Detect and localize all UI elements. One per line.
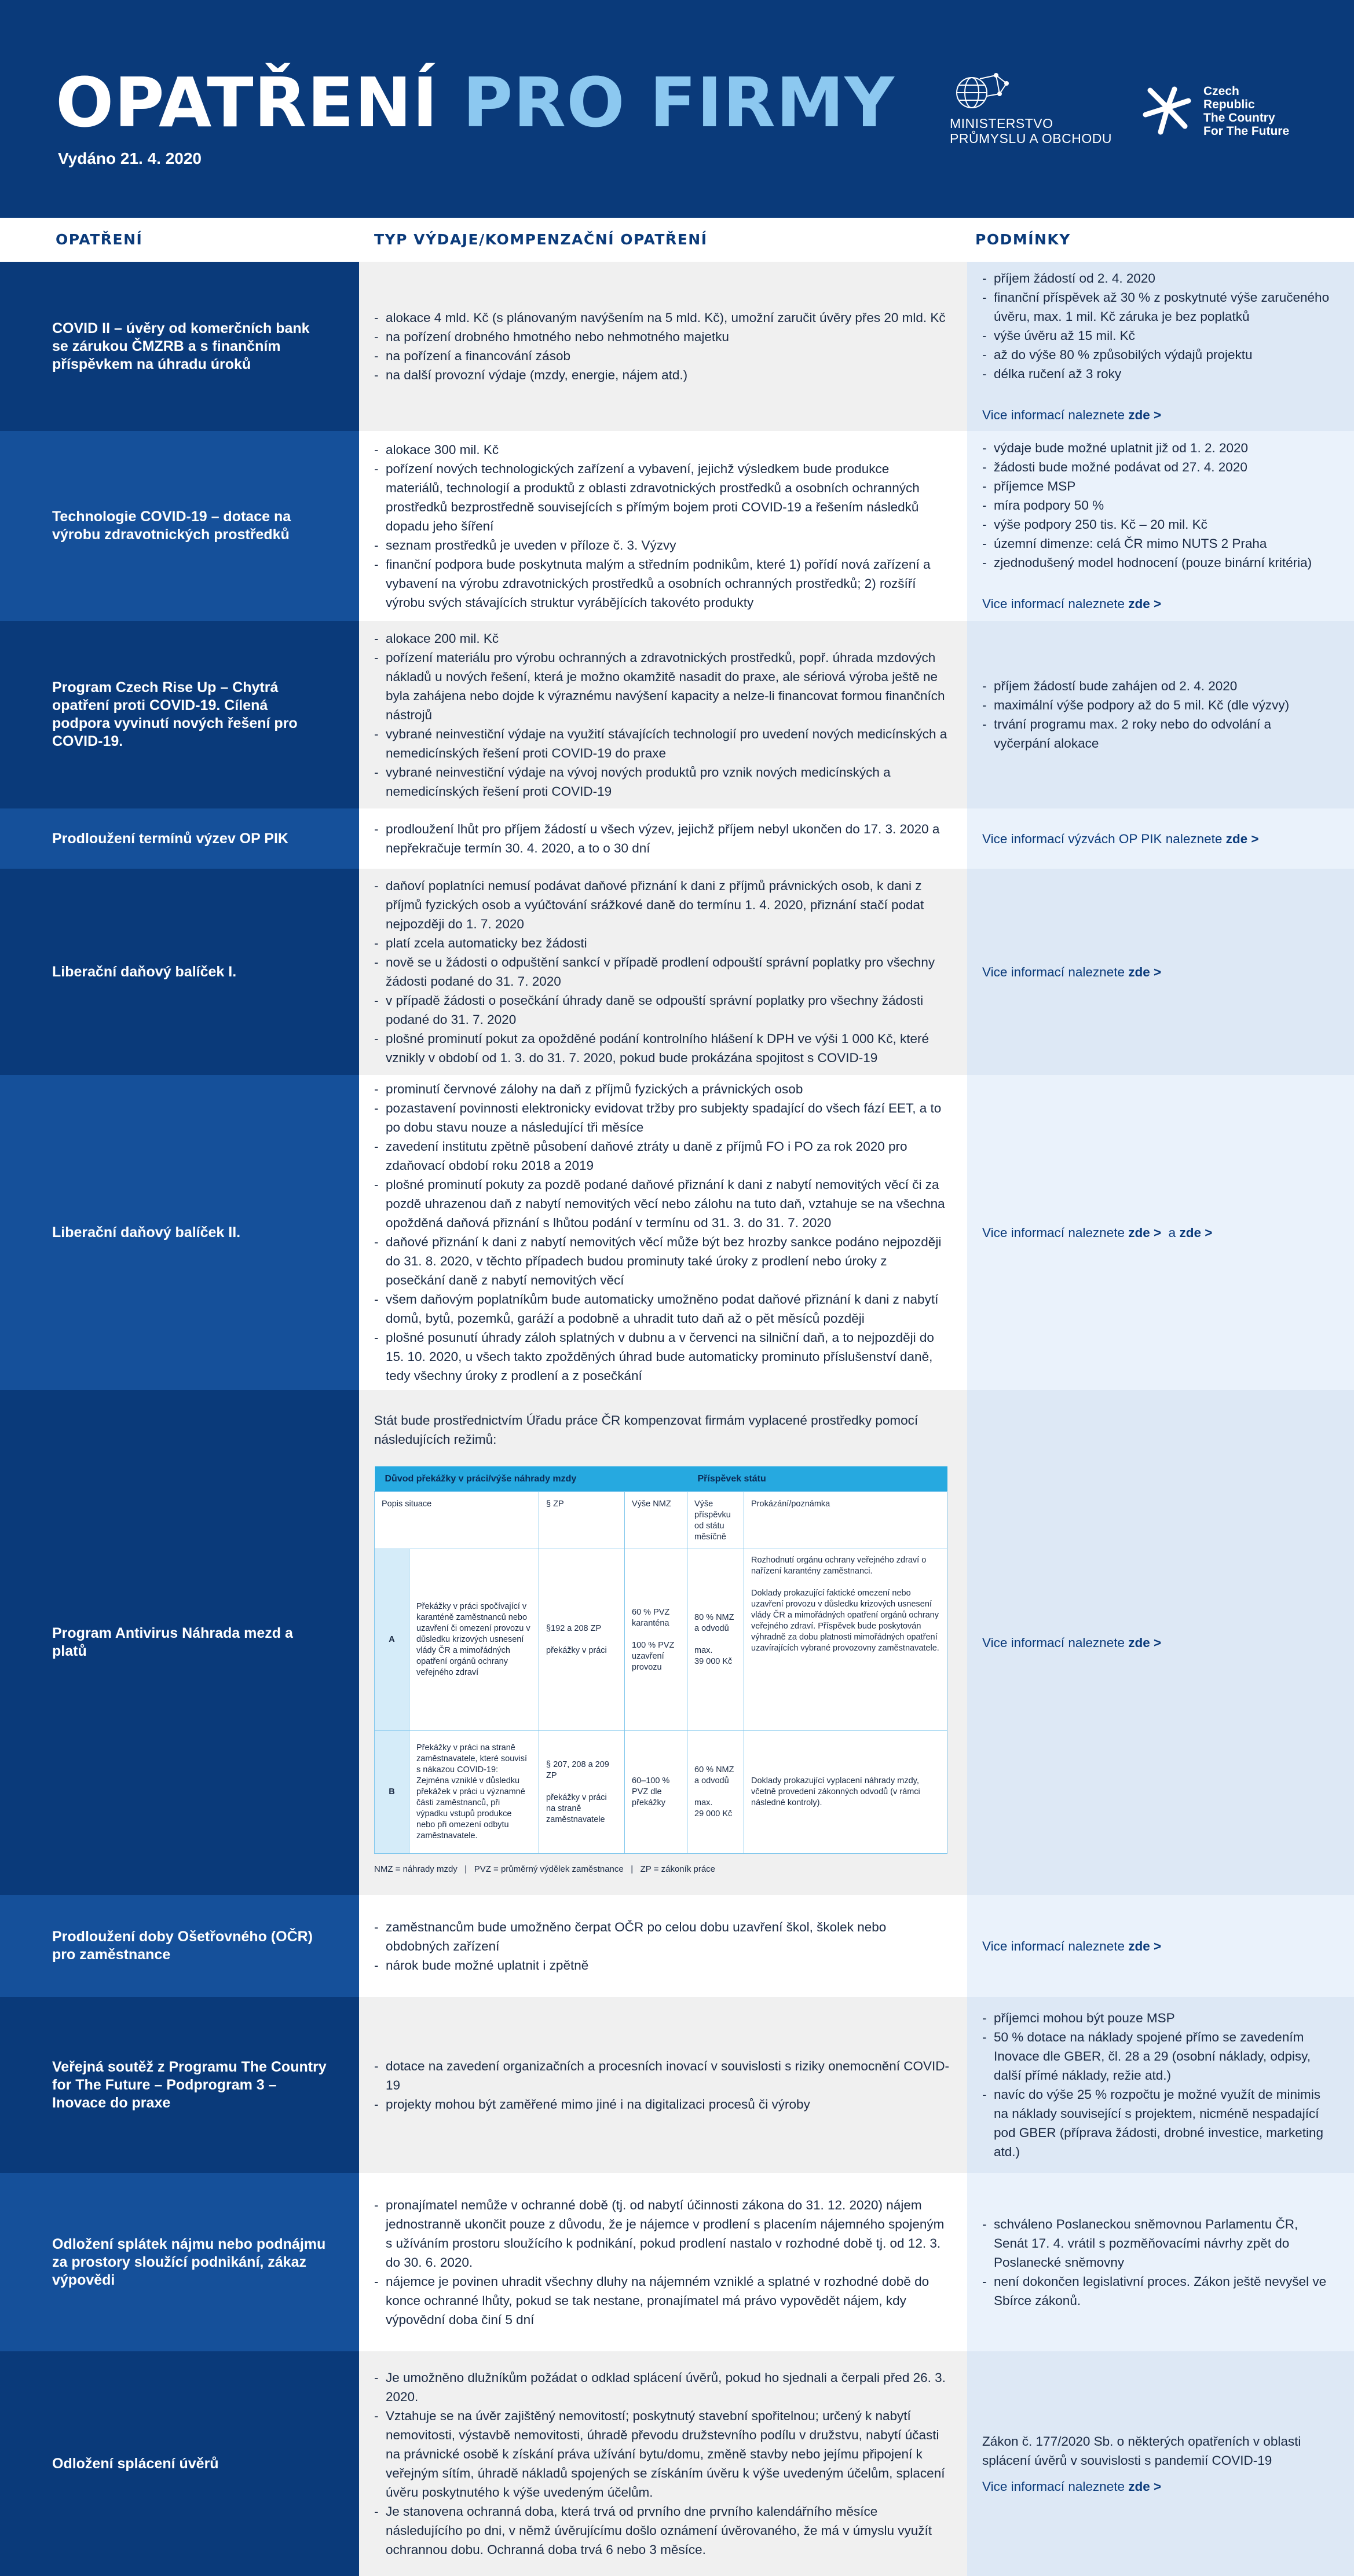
type-cell bbox=[359, 431, 967, 621]
measure-name: Program Antivirus Náhrada mezd a platů bbox=[0, 1390, 359, 1895]
table-cell: 80 % NMZ a odvodů max. 39 000 Kč bbox=[687, 1549, 744, 1731]
list-item: - Je umožněno dlužníkům požádat o odklad splácení úvěrů, pokud ho sjednali a čerpali před 26. 3. 2020. bbox=[374, 2368, 950, 2406]
list-item: - na pořízení a financování zásob bbox=[374, 346, 946, 365]
column-header-conditions: PODMÍNKY bbox=[975, 218, 1071, 262]
table-row bbox=[0, 2173, 1354, 2351]
czech-republic-text bbox=[1203, 85, 1289, 138]
list-item: - nájemce je povinen uhradit všechny dluhy na nájemném vzniklé a splatné v rozhodné době do konce ochranné lhůty, pokud se tak nestane, pronajímatel má právo vypovědět nájem, kdy výpovědní doba činí 5 dní bbox=[374, 2272, 950, 2329]
conditions-cell bbox=[967, 1997, 1354, 2173]
list-item: - pořízení materiálu pro výrobu ochranných a zdravotnických prostředků, popř. úhrada mzdových nákladů u nových řešení, která je možno okamžitě nasadit do praxe, ale sériová výroba ještě ne byla zahájena nebo dojde k výraznému navýšení kapacity a nelze-li financovat formou finančních nástrojů bbox=[374, 648, 950, 724]
conditions-cell bbox=[967, 869, 1354, 1075]
table-row bbox=[0, 869, 1354, 1075]
list-item: - daňové přiznání k dani z nabytí nemovitých věcí může být bez hrozby sankce podáno nejpozději do 31. 8. 2020, v těchto případech budou prominuty také úroky z prodlení nebo úroky z posečkání daně z nabytí nemovitých věcí bbox=[374, 1232, 950, 1290]
measure-name: Odložení splácení úvěrů bbox=[0, 2351, 359, 2576]
type-list bbox=[374, 2368, 950, 2559]
antivirus-legend: NMZ = náhrady mzdy | PVZ = průměrný výdělek zaměstnance | ZP = zákoník práce bbox=[374, 1864, 716, 1875]
list-item: - plošné prominutí pokut za opožděné podání kontrolního hlášení k DPH ve výši 1 000 Kč, které vznikly v období od 1. 3. do 31. 7. 2020, pokud bude prokázána spojitost s COVID-19 bbox=[374, 1029, 950, 1067]
list-item: - délka ručení až 3 roky bbox=[982, 364, 1331, 383]
measure-name: Liberační daňový balíček I. bbox=[0, 869, 359, 1075]
type-list bbox=[374, 440, 950, 612]
type-cell bbox=[359, 2173, 967, 2351]
table-row bbox=[0, 1075, 1354, 1390]
list-item: - žádosti bude možné podávat od 27. 4. 2020 bbox=[982, 458, 1331, 477]
ministry-name-line2: PRŮMYSLU A OBCHODU bbox=[950, 131, 1112, 146]
more-info-link[interactable]: zde > bbox=[1128, 597, 1162, 611]
more-info bbox=[982, 963, 1161, 982]
conditions-cell bbox=[967, 262, 1354, 431]
list-item: - daňoví poplatníci nemusí podávat daňové přiznání k dani z příjmů právnických osob, k dani z příjmů fyzických osob a vyúčtování srážkové daně do termínu 1. 4. 2020, přiznání stačí podat nejpozději do 1. 7. 2020 bbox=[374, 876, 950, 934]
type-list bbox=[374, 629, 950, 801]
czech-line: Republic bbox=[1203, 98, 1255, 111]
table-row bbox=[0, 2351, 1354, 2576]
col-header: § ZP bbox=[539, 1492, 625, 1549]
more-info-link[interactable]: zde > bbox=[1128, 2479, 1162, 2494]
more-info bbox=[982, 829, 1259, 848]
czech-line: The Country bbox=[1203, 111, 1275, 125]
table-row bbox=[0, 621, 1354, 808]
list-item: - zavedení institutu zpětně působení daňové ztráty u daně z příjmů FO i PO za rok 2020 pro zdaňovací období roku 2018 a 2019 bbox=[374, 1137, 950, 1175]
antivirus-table bbox=[374, 1466, 947, 1854]
table-row bbox=[0, 262, 1354, 431]
list-item: - alokace 4 mld. Kč (s plánovaným navýšením na 5 mld. Kč), umožní zaručit úvěry přes 20 mld. Kč bbox=[374, 308, 946, 327]
measure-name: Veřejná soutěž z Programu The Country for The Future – Podprogram 3 – Inovace do praxe bbox=[0, 1997, 359, 2173]
col-header: Výše příspěvku od státu měsíčně bbox=[687, 1492, 744, 1549]
more-info-text: Vice informací naleznete bbox=[982, 407, 1125, 422]
list-item: - výdaje bude možné uplatnit již od 1. 2. 2020 bbox=[982, 438, 1331, 458]
list-item: - na pořízení drobného hmotného nebo nehmotného majetku bbox=[374, 327, 946, 346]
list-item: - finanční podpora bude poskytnuta malým a středním podnikům, které 1) pořídí nová zařízení a vybavení na výrobu zdravotnických prostředků a osobních ochranných prostředků; 2) rozšíří výrobu svých stávajících struktur vyrábějících takovéto produkty bbox=[374, 555, 950, 612]
conditions-cell bbox=[967, 1390, 1354, 1895]
list-item: - alokace 200 mil. Kč bbox=[374, 629, 950, 648]
ministry-emblem-icon bbox=[950, 71, 1013, 112]
more-info-link[interactable]: zde > bbox=[1128, 964, 1162, 979]
ministry-name-line1: MINISTERSTVO bbox=[950, 116, 1053, 131]
type-list bbox=[374, 876, 950, 1067]
more-info-text: Vice informací naleznete bbox=[982, 2479, 1125, 2494]
type-cell bbox=[359, 1390, 967, 1895]
regime-label: B bbox=[375, 1731, 409, 1854]
more-info-link[interactable]: zde > bbox=[1128, 1635, 1162, 1650]
list-item: - platí zcela automaticky bez žádosti bbox=[374, 934, 950, 953]
type-list bbox=[374, 1080, 950, 1385]
table-cell: 60–100 % PVZ dle překážky bbox=[625, 1731, 687, 1854]
type-list bbox=[374, 2057, 950, 2114]
list-item: - není dokončen legislativní proces. Zákon ještě nevyšel ve Sbírce zákonů. bbox=[982, 2272, 1331, 2310]
list-item: - prodloužení lhůt pro příjem žádostí u všech výzev, jejichž příjem nebyl ukončen do 17. 3. 2020 a nepřekračuje termín 30. 4. 2020, a to o 30 dní bbox=[374, 819, 950, 858]
type-cell bbox=[359, 262, 967, 431]
measure-name: Liberační daňový balíček II. bbox=[0, 1075, 359, 1390]
page-title bbox=[56, 65, 895, 140]
more-info bbox=[982, 1937, 1161, 1956]
more-info-text: Vice informací naleznete bbox=[982, 1225, 1125, 1240]
czech-line: For The Future bbox=[1203, 125, 1290, 138]
issue-date: Vydáno 21. 4. 2020 bbox=[58, 149, 202, 167]
more-info-link[interactable]: zde > bbox=[1179, 1225, 1213, 1240]
list-item: - plošné posunutí úhrady záloh splatných v dubnu a v červenci na silniční daň, a to nejpozději do 15. 10. 2020, u všech takto zpožděných úhrad bude automaticky prominuto příslušenství daně, tedy všechny úroky z prodlení a z posečkání bbox=[374, 1328, 950, 1385]
table-cell: §192 a 208 ZP překážky v práci bbox=[539, 1549, 625, 1731]
list-item: - příjemce MSP bbox=[982, 477, 1331, 496]
list-item: - pozastavení povinnosti elektronicky evidovat tržby pro subjekty spadající do všech fází EET, a to po dobu stavu nouze a následující tři měsíce bbox=[374, 1099, 950, 1137]
type-list bbox=[374, 1918, 950, 1975]
list-item: - výše úvěru až 15 mil. Kč bbox=[982, 326, 1331, 345]
more-info-link[interactable]: zde > bbox=[1128, 1938, 1162, 1953]
list-item: - navíc do výše 25 % rozpočtu je možné využít de minimis na náklady související s projektem, nicméně nespadající pod GBER (příprava žádosti, drobné investice, marketing atd.) bbox=[982, 2085, 1331, 2161]
title-word-measures: OPATŘENÍ bbox=[56, 63, 438, 142]
more-info-link[interactable]: zde > bbox=[1225, 831, 1259, 846]
measure-name: Program Czech Rise Up – Chytrá opatření proti COVID-19. Cílená podpora vyvinutí nových řešení pro COVID-19. bbox=[0, 621, 359, 808]
list-item: - všem daňovým poplatníkům bude automaticky umožněno podat daňové přiznání k dani z nabytí domů, bytů, pozemků, garáží a podobně a uhradit tuto daň až o pět měsíců později bbox=[374, 1290, 950, 1328]
list-item: - zaměstnancům bude umožněno čerpat OČR po celou dobu uzavření škol, školek nebo obdobných zařízení bbox=[374, 1918, 950, 1956]
measure-name: Technologie COVID-19 – dotace na výrobu zdravotnických prostředků bbox=[0, 431, 359, 621]
table-cell: Překážky v práci spočívající v karanténě zaměstnanců nebo uzavření či omezení provozu v důsledku krizových usnesení vlády ČR a mimořádných opatření orgánů ochrany veřejného zdraví bbox=[409, 1549, 539, 1731]
conditions-cell bbox=[967, 621, 1354, 808]
list-item: - Je stanovena ochranná doba, která trvá od prvního dne prvního kalendářního měsíce následujícího po dni, v němž úvěrujícímu došlo oznámení úvěrovaného, že má v úmyslu využít ochrannou dobu. Ochranná doba trvá 6 nebo 3 měsíce. bbox=[374, 2502, 950, 2559]
type-list bbox=[374, 2196, 950, 2329]
column-header-measure: OPATŘENÍ bbox=[56, 218, 142, 262]
list-item: - výše podpory 250 tis. Kč – 20 mil. Kč bbox=[982, 515, 1331, 534]
table-row bbox=[0, 1390, 1354, 1895]
type-cell bbox=[359, 1997, 967, 2173]
table-cell: Rozhodnutí orgánu ochrany veřejného zdraví o nařízení karantény zaměstnanci. Doklady prokazující faktické omezení nebo uzavření provozu v důsledku krizových usnesení vlády ČR a mimořádných opatření orgánů ochrany veřejného zdraví. Příspěvek bude poskytován výhradně za dobu platnosti mimořádných opatření uzavírajících vybrané provozovny zaměstnavatele. bbox=[744, 1549, 947, 1731]
more-info bbox=[982, 2477, 1331, 2496]
list-item: - příjemci mohou být pouze MSP bbox=[982, 2008, 1331, 2028]
table-cell: 60 % PVZ karanténa 100 % PVZ uzavření provozu bbox=[625, 1549, 687, 1731]
list-item: - nárok bude možné uplatnit i zpětně bbox=[374, 1956, 950, 1975]
table-cell: § 207, 208 a 209 ZP překážky v práci na straně zaměstnavatele bbox=[539, 1731, 625, 1854]
table-row bbox=[0, 1997, 1354, 2173]
more-info bbox=[982, 1633, 1161, 1652]
list-item: - míra podpory 50 % bbox=[982, 496, 1331, 515]
col-header: Prokázání/poznámka bbox=[744, 1492, 947, 1549]
list-item: - plošné prominutí pokuty za pozdě podané daňové přiznání k dani z nabytí nemovitých věcí či za pozdě uhrazenou daň z nabytí nemovitých věcí nebo zálohu na tuto daň, vztahuje se na všechna opožděná daňová přiznání s lhůtou podání v termínu od 31. 3. do 31. 7. 2020 bbox=[374, 1175, 950, 1232]
type-cell bbox=[359, 2351, 967, 2576]
more-info-text: Vice informací naleznete bbox=[982, 1635, 1125, 1650]
list-item: - prominutí červnové zálohy na daň z příjmů fyzických a právnických osob bbox=[374, 1080, 950, 1099]
conditions-cell bbox=[967, 1895, 1354, 1997]
list-item: - v případě žádosti o posečkání úhrady daně se odpouští správní poplatky pro všechny žádosti podané do 31. 7. 2020 bbox=[374, 991, 950, 1029]
table-cell: 60 % NMZ a odvodů max. 29 000 Kč bbox=[687, 1731, 744, 1854]
table-cell: Doklady prokazující vyplacení náhrady mzdy, včetně provedení zákonných odvodů (v rámci následné kontroly). bbox=[744, 1731, 947, 1854]
more-info-link[interactable]: zde > bbox=[1128, 407, 1162, 422]
list-item: - schváleno Poslaneckou sněmovnou Parlamentu ČR, Senát 17. 4. vrátil s pozměňovacími návrhy zpět do Poslanecké sněmovny bbox=[982, 2215, 1331, 2272]
conditions-list bbox=[982, 2215, 1331, 2310]
type-cell bbox=[359, 621, 967, 808]
list-item: - seznam prostředků je uveden v příloze č. 3. Výzvy bbox=[374, 536, 950, 555]
list-item: - Vztahuje se na úvěr zajištěný nemovitostí; poskytnutý stavební spořitelnou; určený k nabytí nemovitosti, výstavbě nemovitosti, úhradě převodu družstevního podílu v družstvu, nabytí účasti na právnické osobě k získání práva užívání bytu/domu, změně stavby nebo jejímu připojení k veřejným sítím, úhradě nákladů spojených se získáním úvěru k výše uvedeným účelům, splacení úvěru poskytnutého k výše uvedeným účelům. bbox=[374, 2406, 950, 2502]
conditions-list bbox=[982, 438, 1331, 572]
antivirus-head-left: Důvod překážky v práci/výše náhrady mzdy bbox=[375, 1466, 687, 1492]
ministry-logo bbox=[950, 71, 1124, 146]
conditions-cell bbox=[967, 431, 1354, 621]
col-header: Výše NMZ bbox=[625, 1492, 687, 1549]
list-item: - na další provozní výdaje (mzdy, energie, nájem atd.) bbox=[374, 365, 946, 385]
list-item: - příjem žádostí od 2. 4. 2020 bbox=[982, 269, 1331, 288]
antivirus-head-right: Příspěvek státu bbox=[687, 1466, 947, 1492]
conditions-list bbox=[982, 269, 1331, 383]
more-info bbox=[982, 405, 1331, 425]
conditions-list bbox=[982, 2008, 1331, 2161]
list-item: - pořízení nových technologických zařízení a vybavení, jejichž výsledkem bude produkce materiálů, technologií a produktů z oblasti zdravotnických prostředků a osobních ochranných prostředků bezprostředně souvisejících s přímým bojem proti COVID-19 a řešením následků dopadu jeho šíření bbox=[374, 459, 950, 536]
measure-name: Odložení splátek nájmu nebo podnájmu za prostory sloužící podnikání, zákaz výpovědi bbox=[0, 2173, 359, 2351]
list-item: - vybrané neinvestiční výdaje na využití stávajících technologií pro uvedení nových medicínských a nemedicínských řešení proti COVID-19 do praxe bbox=[374, 724, 950, 763]
type-list bbox=[374, 819, 950, 858]
list-item: - zjednodušený model hodnocení (pouze binární kritéria) bbox=[982, 553, 1331, 572]
list-item: - dotace na zavedení organizačních a procesních inovací v souvislosti s riziky onemocnění COVID-19 bbox=[374, 2057, 950, 2095]
table-row bbox=[0, 808, 1354, 869]
regime-label: A bbox=[375, 1549, 409, 1731]
list-item: - projekty mohou být zaměřené mimo jiné i na digitalizaci procesů či výroby bbox=[374, 2095, 950, 2114]
conditions-text: Zákon č. 177/2020 Sb. o některých opatřeních v oblasti splácení úvěrů v souvislosti s pandemií COVID-19 bbox=[982, 2434, 1301, 2468]
list-item: - vybrané neinvestiční výdaje na vývoj nových produktů pro vznik nových medicínských a nemedicínských řešení proti COVID-19 bbox=[374, 763, 950, 801]
table-cell: Překážky v práci na straně zaměstnavatele, které souvisí s nákazou COVID-19: Zejména vzniklé v důsledku překážek v práci u významné části zaměstnanců, při výpadku vstupů produkce nebo při omezení odbytu zaměstnavatele. bbox=[409, 1731, 539, 1854]
more-info-text: Vice informací naleznete bbox=[982, 1938, 1125, 1953]
more-info bbox=[982, 1223, 1212, 1242]
more-info-text: Vice informací naleznete bbox=[982, 597, 1125, 611]
list-item: - územní dimenze: celá ČR mimo NUTS 2 Praha bbox=[982, 534, 1331, 553]
conditions-cell bbox=[967, 2173, 1354, 2351]
table-row bbox=[0, 431, 1354, 621]
measure-name: Prodloužení doby Ošetřovného (OČR) pro zaměstnance bbox=[0, 1895, 359, 1997]
conditions-cell bbox=[967, 2351, 1354, 2576]
column-header-type: TYP VÝDAJE/KOMPENZAČNÍ OPATŘENÍ bbox=[374, 218, 708, 262]
czech-star-icon bbox=[1140, 82, 1195, 138]
conditions-cell bbox=[967, 1075, 1354, 1390]
type-cell bbox=[359, 808, 967, 869]
list-item: - až do výše 80 % způsobilých výdajů projektu bbox=[982, 345, 1331, 364]
list-item: - finanční příspěvek až 30 % z poskytnuté výše zaručeného úvěru, max. 1 mil. Kč záruka je bez poplatků bbox=[982, 288, 1331, 326]
antivirus-intro: Stát bude prostřednictvím Úřadu práce ČR kompenzovat firmám vyplacené prostředky pomocí následujících režimů: bbox=[374, 1413, 918, 1447]
conditions-list bbox=[982, 676, 1331, 753]
more-info bbox=[982, 594, 1331, 613]
list-item: - nově se u žádosti o odpuštění sankcí v případě prodlení odpouští správní poplatky pro všechny žádosti podané do 31. 7. 2020 bbox=[374, 953, 950, 991]
list-item: - maximální výše podpory až do 5 mil. Kč (dle výzvy) bbox=[982, 696, 1331, 715]
list-item: - pronajímatel nemůže v ochranné době (tj. od nabytí účinnosti zákona do 31. 12. 2020) nájem jednostranně ukončit pouze z důvodu, že je nájemce v prodlení s placením nájemného spojeným s užíváním prostoru sloužícího k podnikání, pokud prodlení nastalo v rozhodné době tj. od 12. 3. do 30. 6. 2020. bbox=[374, 2196, 950, 2272]
list-item: - 50 % dotace na náklady spojené přímo se zavedením Inovace dle GBER, čl. 28 a 29 (osobní náklady, odpisy, další přímé náklady, režie atd.) bbox=[982, 2028, 1331, 2085]
more-info-link[interactable]: zde > bbox=[1128, 1225, 1162, 1240]
type-cell bbox=[359, 1895, 967, 1997]
page-header bbox=[0, 0, 1354, 218]
more-info-text: Vice informací naleznete bbox=[982, 964, 1125, 979]
measure-name: COVID II – úvěry od komerčních bank se zárukou ČMZRB a s finančním příspěvkem na úhradu úroků bbox=[0, 262, 359, 431]
type-list bbox=[374, 308, 946, 385]
col-header: Popis situace bbox=[375, 1492, 539, 1549]
measure-name: Prodloužení termínů výzev OP PIK bbox=[0, 808, 359, 869]
list-item: - příjem žádostí bude zahájen od 2. 4. 2020 bbox=[982, 676, 1331, 696]
more-info-text: Vice informací výzvách OP PIK naleznete bbox=[982, 831, 1223, 846]
more-info-conjunction: a bbox=[1168, 1225, 1176, 1240]
list-item: - alokace 300 mil. Kč bbox=[374, 440, 950, 459]
table-row bbox=[0, 1895, 1354, 1997]
type-cell bbox=[359, 869, 967, 1075]
czech-line: Czech bbox=[1203, 85, 1239, 98]
conditions-cell bbox=[967, 808, 1354, 869]
list-item: - trvání programu max. 2 roky nebo do odvolání a vyčerpání alokace bbox=[982, 715, 1331, 753]
type-cell bbox=[359, 1075, 967, 1390]
title-word-firms: PRO FIRMY bbox=[462, 63, 895, 142]
